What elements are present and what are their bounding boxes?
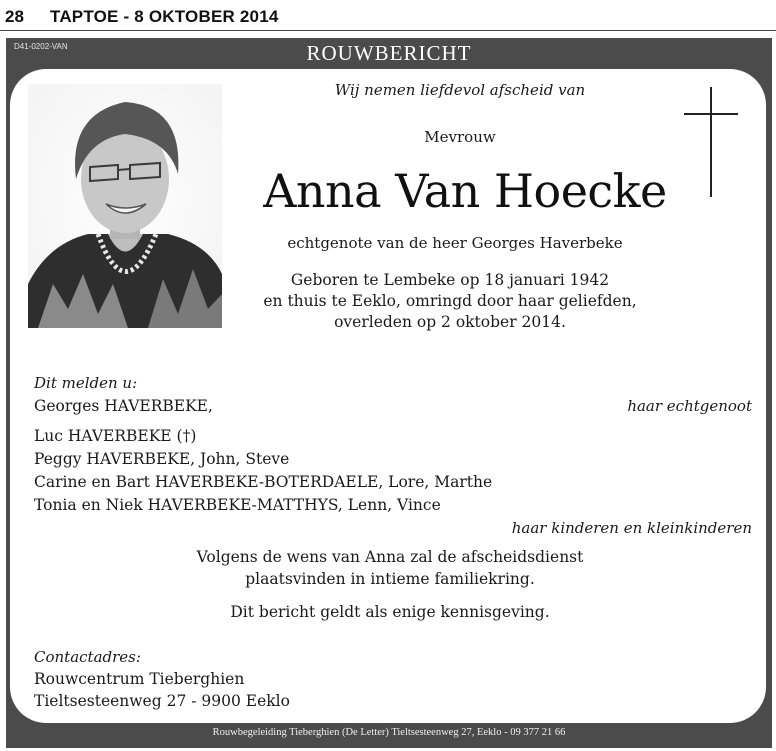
- page-header: [0, 0, 776, 34]
- sole-notice: Dit bericht geldt als enige kennisgeving.: [230, 603, 550, 621]
- page-number: 28: [5, 7, 24, 26]
- children-role: haar kinderen en kleinkinderen: [511, 519, 752, 537]
- cross-icon: [710, 87, 712, 197]
- salutation: Mevrouw: [424, 128, 496, 146]
- bio-line: en thuis te Eeklo, omringd door haar geliefden,: [263, 292, 637, 310]
- cross-icon-bar: [684, 113, 738, 115]
- spouse-line: echtgenote van de heer Georges Haverbeke: [287, 234, 623, 252]
- bio-line: Geboren te Lembeke op 18 januari 1942: [290, 271, 610, 289]
- wish-line: Volgens de wens van Anna zal de afscheidsdienst: [196, 548, 584, 566]
- portrait-photo: [28, 84, 222, 328]
- wish-line: plaatsvinden in intieme familiekring.: [245, 570, 535, 588]
- contact-line: Tieltsesteenweg 27 - 9900 Eeklo: [34, 692, 290, 710]
- bio-line: overleden op 2 oktober 2014.: [334, 313, 566, 331]
- bio-block: [200, 270, 700, 333]
- notice-footer: Rouwbegeleiding Tieberghien (De Letter) Tieltsesteenweg 27, Eeklo - 09 377 21 66: [212, 727, 566, 738]
- wish-block: [150, 546, 630, 590]
- husband-line: Georges HAVERBEKE,: [34, 397, 213, 415]
- intro-text: Wij nemen liefdevol afscheid van: [334, 81, 586, 99]
- child-line: Luc HAVERBEKE (†): [34, 427, 197, 445]
- child-line: Peggy HAVERBEKE, John, Steve: [34, 450, 290, 468]
- announced-by-label: Dit melden u:: [34, 374, 138, 392]
- notice-heading: ROUWBERICHT: [306, 41, 472, 65]
- contact-line: Rouwcentrum Tieberghien: [34, 670, 245, 688]
- publication-date: TAPTOE - 8 OKTOBER 2014: [50, 7, 279, 26]
- contact-label: Contactadres:: [34, 648, 141, 666]
- header-rule: [0, 30, 776, 31]
- husband-role: haar echtgenoot: [627, 397, 752, 415]
- deceased-name: Anna Van Hoecke: [263, 164, 667, 218]
- notice-code: D41-0202-VAN: [14, 42, 68, 51]
- child-line: Carine en Bart HAVERBEKE-BOTERDAELE, Lore, Marthe: [34, 473, 493, 491]
- child-line: Tonia en Niek HAVERBEKE-MATTHYS, Lenn, Vince: [34, 496, 441, 514]
